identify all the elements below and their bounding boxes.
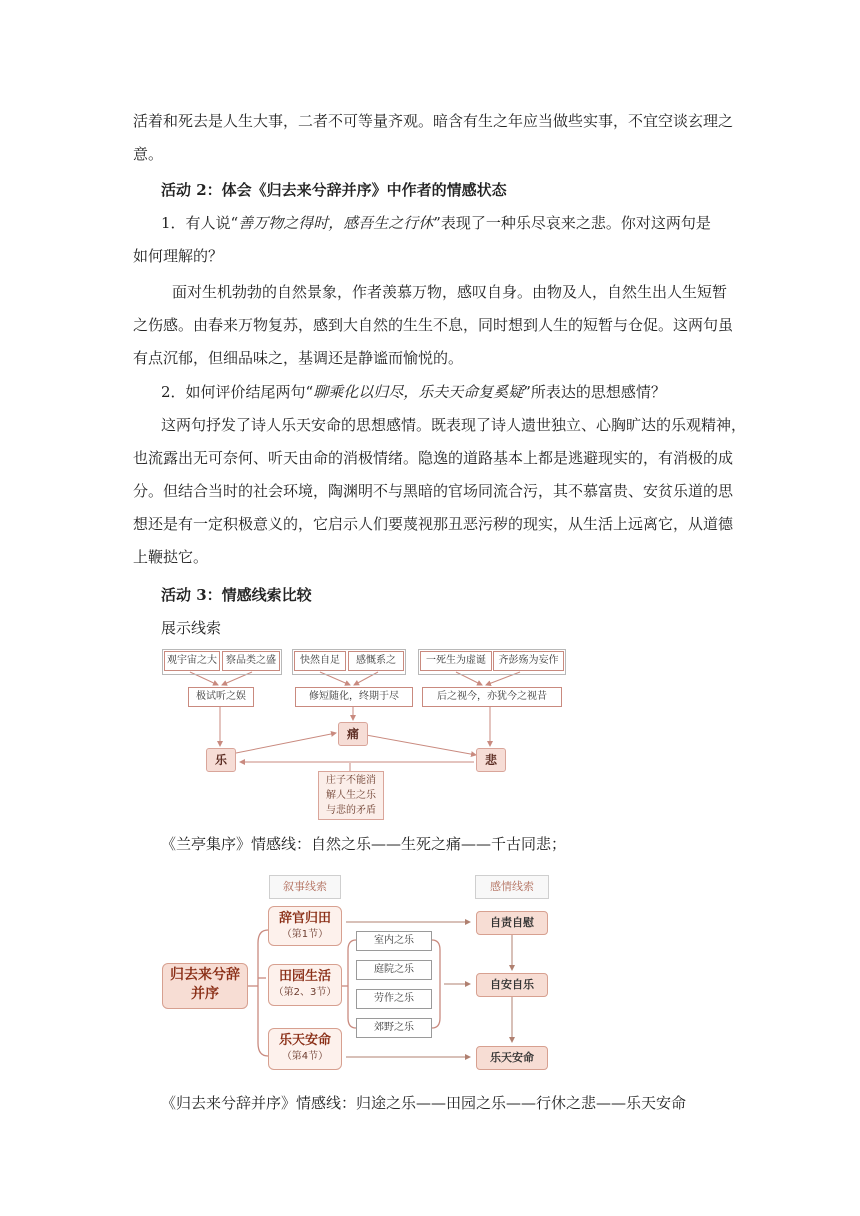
question-1-suffix: ”表现了一种乐尽哀来之悲。你对这两句是 <box>433 214 711 232</box>
guiqulai-emotion-line: 《归去来兮辞并序》情感线：归途之乐——田园之乐——行休之悲——乐天安命 <box>161 1094 687 1112</box>
activity-2-title: 活动 2：体会《归去来兮辞并序》中作者的情感状态 <box>161 181 507 199</box>
stage-box <box>268 1028 342 1070</box>
question-1-line2: 如何理解的？ <box>133 247 224 265</box>
sub-item: 劳作之乐 <box>356 989 432 1009</box>
zhuangzi-note <box>318 771 384 820</box>
stage-box <box>268 906 342 946</box>
note-line: 与悲的矛盾 <box>326 805 376 816</box>
result-box: 自责自慰 <box>476 911 548 935</box>
question-2-quote: 聊乘化以归尽，乐夫天命复奚疑 <box>313 383 524 401</box>
stage-sub: （第4节） <box>281 1051 329 1062</box>
answer-2-line: 分。但结合当时的社会环境，陶渊明不与黑暗的官场同流合污，其不慕富贵、安贫乐道的思 <box>133 482 734 500</box>
emotion-sorrow: 悲 <box>476 748 506 772</box>
answer-2-line: 想还是有一定积极意义的，它启示人们要蔑视那丑恶污秽的现实，从生活上远离它，从道德 <box>133 515 734 533</box>
sub-item: 郊野之乐 <box>356 1018 432 1038</box>
question-2-prefix: 2．如何评价结尾两句“ <box>161 383 314 401</box>
emotion-joy: 乐 <box>206 748 236 772</box>
answer-1-line: 有点沉郁，但细品味之，基调还是静谧而愉悦的。 <box>133 349 464 367</box>
clue-box: 一死生为虚诞 <box>420 651 492 671</box>
question-2-line <box>161 381 666 403</box>
sub-item: 庭院之乐 <box>356 960 432 980</box>
clue-box: 察品类之盛 <box>222 651 280 671</box>
header-emotion: 感情线索 <box>475 875 549 899</box>
clue-box: 齐彭殇为妄作 <box>493 651 564 671</box>
paragraph-line: 活着和死去是人生大事，二者不可等量齐观。暗含有生之年应当做些实事，不宜空谈玄理之 <box>133 112 734 130</box>
answer-1-line: 面对生机勃勃的自然景象，作者羡慕万物，感叹自身。由物及人，自然生出人生短暂 <box>172 283 728 301</box>
guiqulai-emotion-diagram <box>160 868 560 1078</box>
answer-2-line: 上鞭挞它。 <box>133 548 209 566</box>
result-box: 乐天安命 <box>476 1046 548 1070</box>
stage-title: 田园生活 <box>278 969 331 984</box>
mid-box: 后之视今，亦犹今之视昔 <box>422 687 562 707</box>
sub-item: 室内之乐 <box>356 931 432 951</box>
answer-1-line: 之伤感。由春来万物复苏，感到大自然的生生不息，同时想到人生的短暂与仓促。这两句虽 <box>133 316 734 334</box>
emotion-pain: 痛 <box>338 722 368 746</box>
main-title-box <box>162 963 248 1009</box>
answer-2-line: 也流露出无可奈何、听天由命的消极情绪。隐逸的道路基本上都是逃避现实的，有消极的成 <box>133 449 734 467</box>
question-2-suffix: ”所表达的思想感情？ <box>523 383 666 401</box>
stage-sub: （第2、3节） <box>273 987 337 998</box>
stage-box <box>268 964 342 1006</box>
mid-box: 修短随化，终期于尽 <box>295 687 413 707</box>
question-1-line <box>161 212 711 234</box>
lanting-emotion-diagram <box>160 645 570 825</box>
activity-3-title: 活动 3：情感线索比较 <box>161 586 312 604</box>
question-1-prefix: 1．有人说“ <box>161 214 239 232</box>
clue-box: 观宇宙之大 <box>164 651 220 671</box>
answer-2-line: 这两句抒发了诗人乐天安命的思想感情。既表现了诗人遗世独立、心胸旷达的乐观精神， <box>161 416 747 434</box>
question-1-quote: 善万物之得时，感吾生之行休 <box>238 214 434 232</box>
main-title-line: 归去来兮辞 <box>170 967 240 983</box>
clue-box: 感慨系之 <box>348 651 404 671</box>
main-title-line: 并序 <box>191 986 219 1002</box>
stage-title: 乐天安命 <box>278 1033 331 1048</box>
lanting-emotion-line: 《兰亭集序》情感线：自然之乐——生死之痛——千古同悲； <box>161 835 567 853</box>
header-narrative: 叙事线索 <box>269 875 341 899</box>
stage-title: 辞官归田 <box>278 911 331 926</box>
stage-sub: （第1节） <box>281 929 329 940</box>
mid-box: 极试听之娱 <box>188 687 254 707</box>
note-line: 庄子不能消 <box>326 775 376 786</box>
clue-box: 快然自足 <box>294 651 346 671</box>
result-box: 自安自乐 <box>476 973 548 997</box>
note-line: 解人生之乐 <box>326 790 376 801</box>
paragraph-line: 意。 <box>133 145 164 163</box>
show-clue-label: 展示线索 <box>161 619 222 637</box>
